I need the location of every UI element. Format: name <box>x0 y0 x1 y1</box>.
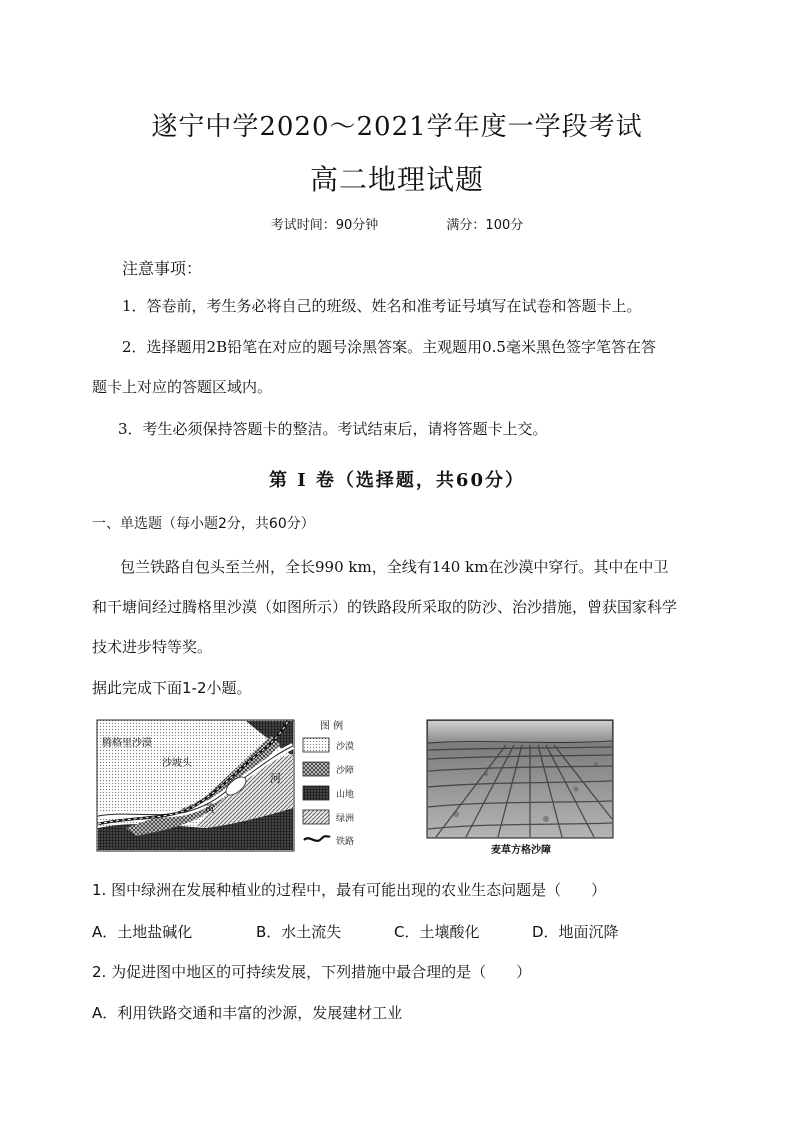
legend-label-oasis: 绿洲 <box>336 814 355 824</box>
legend-label-barrier: 沙障 <box>336 766 355 776</box>
part-title: 一、单选题（每小题2分，共60分） <box>92 516 315 532</box>
legend-swatch-railway <box>304 836 330 841</box>
passage-line-3: 技术进步特等奖。 <box>92 638 213 656</box>
desert-map <box>96 716 396 856</box>
question-1-option-b: B．水土流失 <box>256 923 342 941</box>
passage-instruction: 据此完成下面1-2小题。 <box>92 679 252 697</box>
legend-label-desert: 沙漠 <box>336 742 355 752</box>
question-1-stem: 1. 图中绿洲在发展种植业的过程中，最有可能出现的农业生态问题是（ ） <box>92 881 607 899</box>
exam-title: 遂宁中学2020～2021学年度一学段考试 <box>151 112 643 142</box>
legend-swatch-barrier <box>303 762 329 776</box>
notice-item-1: 1．答卷前，考生务必将自己的班级、姓名和准考证号填写在试卷和答题卡上。 <box>122 297 642 315</box>
full-score: 满分：100分 <box>446 218 524 233</box>
exam-subtitle: 高二地理试题 <box>309 163 484 196</box>
map-label-desert: 腾格里沙漠 <box>102 738 152 749</box>
exam-meta <box>0 214 794 233</box>
section-title: 第 Ⅰ 卷（选择题，共60分） <box>268 470 525 491</box>
legend-swatch-desert <box>303 738 329 752</box>
notice-heading: 注意事项： <box>122 259 203 278</box>
notice-item-3: 3．考生必须保持答题卡的整洁。考试结束后，请将答题卡上交。 <box>118 420 548 438</box>
legend-swatch-mountain <box>303 786 329 800</box>
straw-checkerboard-photo <box>426 719 616 859</box>
passage-line-2: 和干塘间经过腾格里沙漠（如图所示）的铁路段所采取的防沙、治沙措施，曾获国家科学 <box>92 598 678 616</box>
photo-caption: 麦草方格沙障 <box>491 845 551 856</box>
notice-item-2-line-1: 2．选择题用2B铅笔在对应的题号涂黑答案。主观题用0.5毫米黑色签字笔答在答 <box>122 338 656 356</box>
notice-item-2-line-2: 题卡上对应的答题区域内。 <box>92 378 273 396</box>
legend-label-mountain: 山地 <box>336 790 355 800</box>
question-2-option-a: A．利用铁路交通和丰富的沙源，发展建材工业 <box>92 1004 403 1022</box>
legend-label-railway: 铁路 <box>336 837 355 847</box>
question-1-option-c: C．土壤酸化 <box>394 923 480 941</box>
exam-time: 考试时间：90分钟 <box>270 218 379 233</box>
question-2-stem: 2. 为促进图中地区的可持续发展，下列措施中最合理的是（ ） <box>92 963 532 981</box>
map-label-town: 沙坡头 <box>162 758 192 769</box>
map-label-river-1: 黄 <box>204 802 215 815</box>
legend-title: 图 例 <box>320 721 344 732</box>
question-1-option-a: A．土地盐碱化 <box>92 923 193 941</box>
passage-line-1: 包兰铁路自包头至兰州，全长990 km，全线有140 km在沙漠中穿行。其中在中卫 <box>120 558 669 576</box>
map-label-river-2: 河 <box>270 772 281 785</box>
question-1-option-d: D．地面沉降 <box>532 923 619 941</box>
legend-swatch-oasis <box>303 810 329 824</box>
